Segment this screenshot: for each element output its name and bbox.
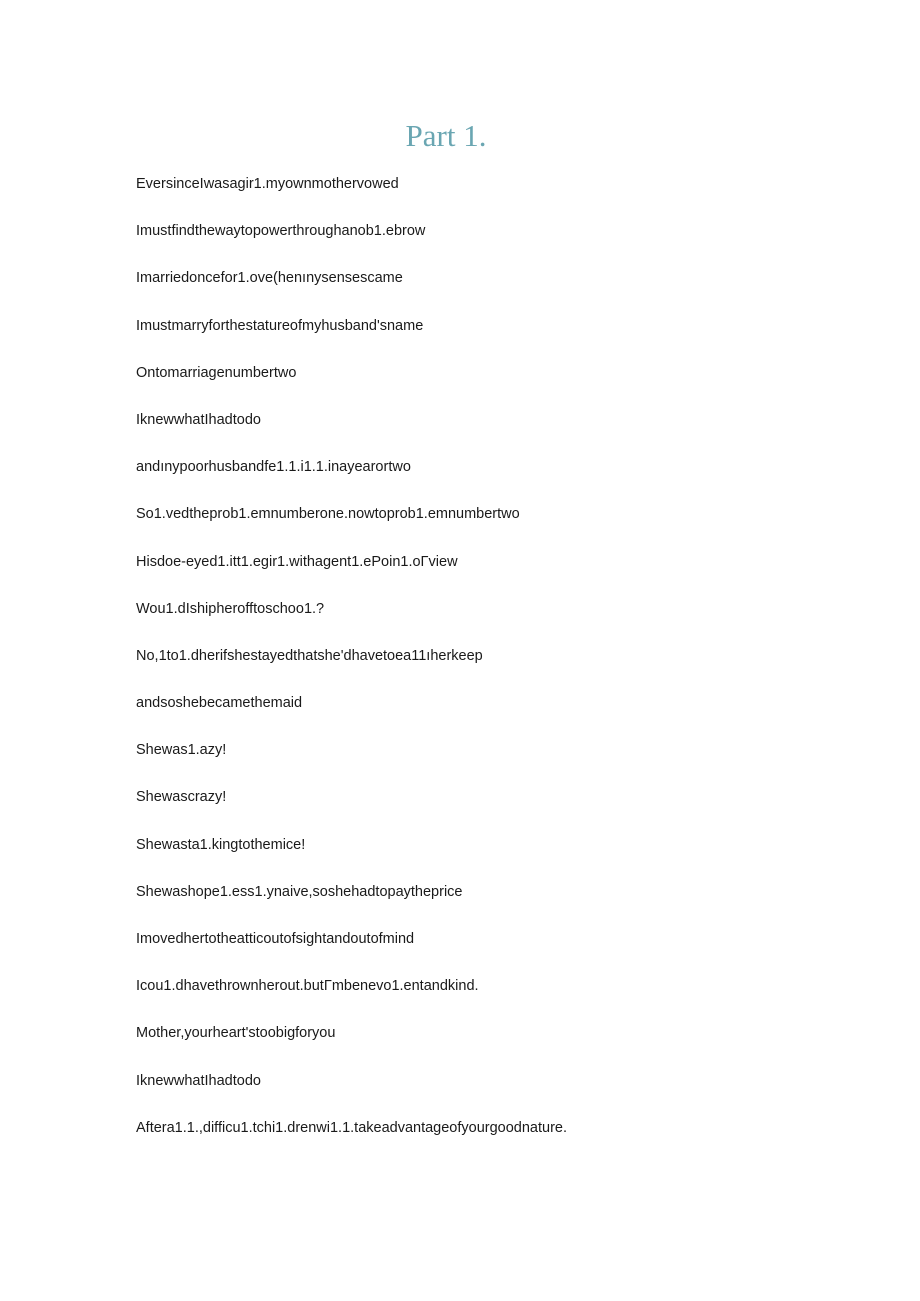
lyric-line: EversinceIwasagir1.myownmothervowed — [136, 176, 399, 192]
lyric-line: Icou1.dhavethrownherout.butΓmbenevo1.entandkind. — [136, 978, 479, 995]
page-title: Part 1. — [405, 118, 487, 153]
lyric-line: Shewas1.azy! — [136, 742, 227, 759]
lyric-line: IknewwhatIhadtodo — [136, 411, 261, 428]
lyric-line: Aftera1.1.,difficu1.tchi1.drenwi1.1.takeadvantageofyourgoodnature. — [136, 1119, 567, 1136]
lyric-line: Imustfindthewaytopowerthroughanob1.ebrow — [136, 223, 426, 240]
lyric-line: Imustmarryforthestatureofmyhusband'sname — [136, 317, 424, 334]
lyric-line: Imarriedoncefor1.ove(henınysensescame — [136, 270, 403, 287]
lyrics-list — [136, 172, 836, 1163]
lyric-line: Mother,yourheart'stoobigforyou — [136, 1025, 336, 1042]
lyric-line: Imovedhertotheatticoutofsightandoutofmind — [136, 931, 415, 947]
lyric-line: IknewwhatIhadtodo — [136, 1072, 261, 1089]
lyric-line: So1.vedtheprob1.emnumberone.nowtoprob1.emnumbertwo — [136, 506, 520, 523]
lyric-line: Shewascrazy! — [136, 789, 227, 806]
lyric-line: andsoshebecamethemaid — [136, 695, 303, 712]
lyric-line: Shewashope1.ess1.ynaive,soshehadtopaytheprice — [136, 883, 463, 900]
lyric-line: Shewasta1.kingtothemice! — [136, 836, 306, 853]
lyric-line: Ontomarriagenumbertwo — [136, 364, 297, 381]
lyric-line: Hisdoe-eyed1.itt1.egir1.withagent1.ePoin1.oΓview — [136, 553, 458, 570]
lyric-line: andınypoorhusbandfe1.1.i1.1.inayearortwo — [136, 459, 411, 476]
lyric-line: No,1to1.dherifshestayedthatshe'dhavetoea11ıherkeep — [136, 647, 483, 664]
lyric-line: Wou1.dIshipherofftoschoo1.? — [136, 600, 325, 617]
